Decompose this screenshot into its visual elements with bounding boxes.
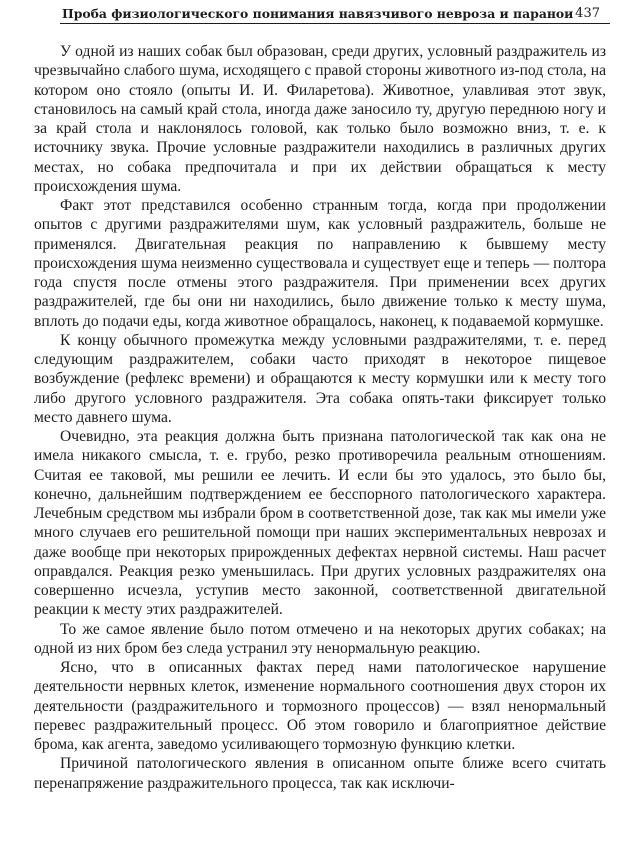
page-number: 437 — [575, 6, 600, 21]
paragraph-1: У одной из наших собак был образован, среди других, условный раздражитель из чрезвычайно слабого шума, исходящего с правой стороны животного из-под стола, на котором оно стояло (опыты И. И. Филаретова). Животное, улавливая этот звук, становилось на самый край стола, иногда даже заносило ту, другую переднюю ногу и за край стола и наклонялось головой, как только было возможно вниз, т. е. к источнику звука. Прочие условные раздражители находились в различных других местах, но собака предпочитала и при их действии обращаться к месту происхождения шума. — [34, 43, 606, 195]
running-head — [60, 2, 610, 24]
body-text — [34, 42, 606, 793]
paragraph-5: То же самое явление было потом отмечено и на некоторых других собаках; на одной из них бром без следа устранил эту ненормальную реакцию. — [34, 620, 606, 657]
paragraph-2: Факт этот представился особенно странным тогда, когда при продолжении опытов с другими раздражителями шум, как условный раздражитель, больше не применялся. Двигательная реакция по направлению к бывшему месту происхождения шума неизменно существовала и существует еще и теперь — полтора года спустя после отмены этого раздражителя. При применении всех других раздражителей, где бы они ни находились, было движение только к месту шума, вплоть до подачи еды, когда животное обращалось, наконец, к подаваемой кормушке. — [34, 197, 606, 330]
running-title: Проба физиологического понимания навязчивого невроза и паранои — [62, 6, 574, 21]
paragraph-4: Очевидно, эта реакция должна быть признана патологической так как она не имела никакого смысла, т. е. грубо, резко противоречила реальным отношениям. Считая ее таковой, мы решили ее лечить. И если бы это удалось, это было бы, конечно, дальнейшим подтверждением ее бесспорного патологического характера. Лечебным средством мы избрали бром в соответственной дозе, так как мы имели уже много случаев его решительной помощи при наших экспериментальных неврозах и даже вообще при некоторых прирожденных дефектах нервной системы. Наш расчет оправдался. Реакция резко уменьшилась. При других условных раздражителях она совершенно исчезла, уступив место законной, соответственной двигательной реакции к месту этих раздражителей. — [34, 428, 606, 619]
paragraph-7: Причиной патологического явления в описанном опыте ближе всего считать перенапряжение раздражительного процесса, так как исключи- — [34, 755, 606, 792]
paragraph-6: Ясно, что в описанных фактах перед нами патологическое нарушение деятельности нервных клеток, изменение нормального соотношения двух сторон их деятельности (раздражительного и тормозного процессов) — взял ненормальный перевес раздражительный процесс. Об этом говорило и благоприятное действие брома, как агента, заведомо усиливающего тормозную функцию клетки. — [34, 659, 606, 753]
paragraph-3: К концу обычного промежутка между условными раздражителями, т. е. перед следующим раздражителем, собаки часто приходят в некоторое пищевое возбуждение (рефлекс времени) и обращаются к месту кормушки или к месту того либо другого условного раздражителя. Эта собака опять-таки фиксирует только место давнего шума. — [34, 331, 606, 426]
